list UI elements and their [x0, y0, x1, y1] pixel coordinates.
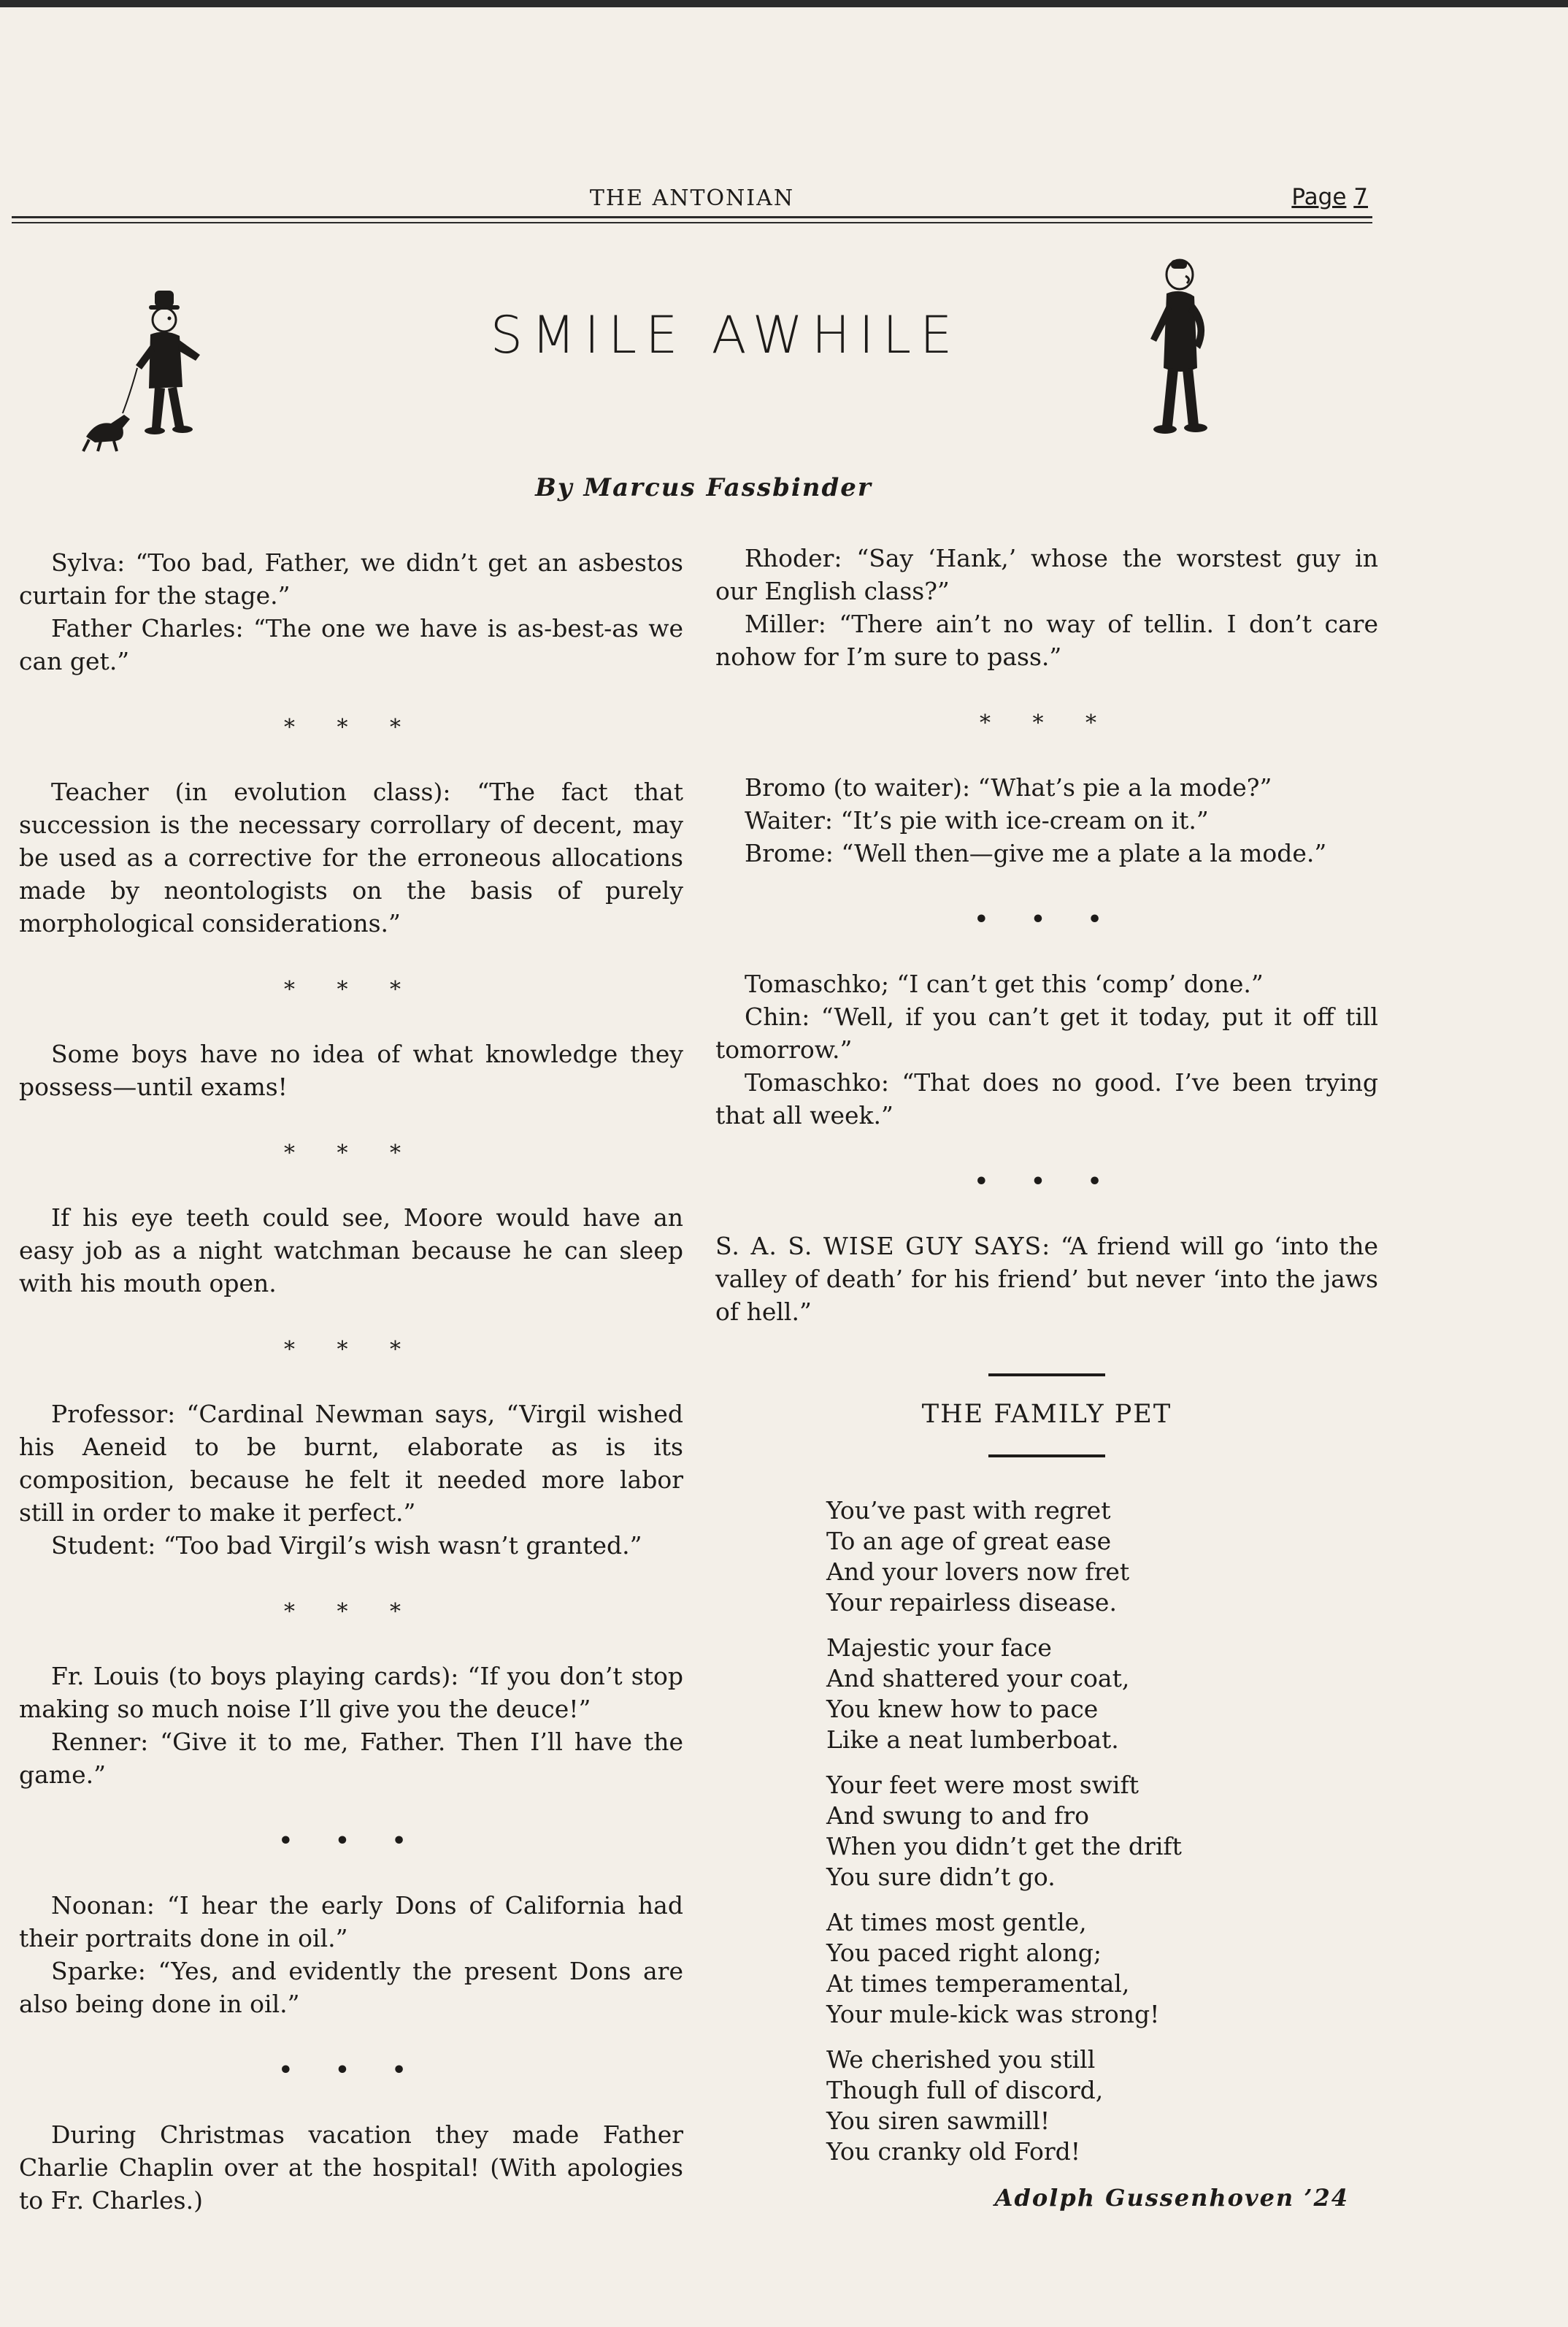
laughing-man-icon — [1130, 258, 1225, 441]
poem-stanza — [826, 2044, 1378, 2167]
poem-title: THE FAMILY PET — [921, 1400, 1172, 1429]
header-rule — [12, 216, 1372, 218]
page-prefix: Page — [1291, 184, 1347, 210]
poem-line: Like a neat lumberboat. — [826, 1725, 1119, 1754]
poem-stanza — [826, 1633, 1378, 1755]
poem-author: Adolph Gussenhoven ’24 — [994, 2184, 1349, 2212]
left-column — [19, 546, 683, 2217]
joke-line: Some boys have no idea of what knowledge they possess—until exams! — [19, 1040, 683, 1101]
separator-asterisks: * * * — [979, 710, 1115, 736]
page-top-edge — [0, 0, 1568, 7]
poem-stanza — [826, 1770, 1378, 1893]
poem-line: We cherished you still — [826, 2045, 1096, 2074]
joke-item — [19, 1038, 683, 1103]
poem-stanza — [826, 1907, 1378, 2030]
separator-dots: • • • — [278, 2058, 424, 2083]
separator-dots: • • • — [974, 907, 1120, 932]
poem-line: You cranky old Ford! — [826, 2137, 1080, 2166]
joke-item — [715, 1230, 1378, 1328]
joke-line: Student: “Too bad Virgil’s wish wasn’t granted.” — [51, 1531, 642, 1560]
wise-guy-quote: “A friend will go ‘into the valley of death’ for his friend’ but never ‘into the jaws of hell.” — [715, 1232, 1378, 1326]
poem-line: When you didn’t get the drift — [826, 1832, 1182, 1860]
separator-asterisks: * * * — [283, 1141, 419, 1166]
article-title: SMILE AWHILE — [490, 305, 961, 365]
separator-dots: • • • — [974, 1169, 1120, 1195]
joke-line: Professor: “Cardinal Newman says, “Virgil wished his Aeneid to be burnt, elaborate as is its composition, because he felt it needed more labor still in order to make it perfect.” — [19, 1400, 683, 1527]
joke-line: During Christmas vacation they made Father Charlie Chaplin over at the hospital! (With apologies to Fr. Charles.) — [19, 2120, 683, 2215]
joke-line: Sparke: “Yes, and evidently the present Dons are also being done in oil.” — [19, 1957, 683, 2018]
joke-line: Rhoder: “Say ‘Hank,’ whose the worstest guy in our English class?” — [715, 544, 1378, 605]
joke-item — [19, 1201, 683, 1300]
poem-line: You sure didn’t go. — [826, 1863, 1056, 1891]
poem-line: You siren sawmill! — [826, 2106, 1050, 2135]
poem-line: To an age of great ease — [826, 1527, 1112, 1555]
joke-line: Sylva: “Too bad, Father, we didn’t get an asbestos curtain for the stage.” — [19, 548, 683, 610]
separator-asterisks: * * * — [283, 715, 419, 740]
poem-line: And shattered your coat, — [826, 1664, 1130, 1692]
poem-line: And your lovers now fret — [826, 1557, 1130, 1586]
joke-line: Tomaschko; “I can’t get this ‘comp’ done.” — [745, 970, 1264, 998]
joke-line: Fr. Louis (to boys playing cards): “If you don’t stop making so much noise I’ll give you the deuce!” — [19, 1662, 683, 1723]
joke-line: Waiter: “It’s pie with ice-cream on it.” — [745, 806, 1209, 835]
right-column — [715, 542, 1378, 2215]
joke-line: Teacher (in evolution class): “The fact that succession is the necessary corrollary of decent, may be used as a corrective for the erroneous allocations made by neontologists on the basis of purely morphological considerations.” — [19, 778, 683, 938]
page-number: 7 — [1353, 184, 1368, 210]
wise-guy-label: S. A. S. WISE GUY SAYS: — [715, 1232, 1051, 1260]
joke-line: Father Charles: “The one we have is as-best-as we can get.” — [19, 614, 683, 675]
poem-line: You knew how to pace — [826, 1695, 1099, 1723]
joke-item — [19, 1660, 683, 1791]
joke-item — [19, 1889, 683, 2020]
poem-line: Your repairless disease. — [826, 1588, 1117, 1617]
separator-asterisks: * * * — [283, 977, 419, 1003]
joke-item — [19, 1398, 683, 1562]
joke-item — [715, 967, 1378, 1132]
joke-line: Renner: “Give it to me, Father. Then I’ll have the game.” — [19, 1728, 683, 1789]
poem-line: You’ve past with regret — [826, 1496, 1111, 1525]
poem-line: And swung to and fro — [826, 1801, 1090, 1830]
joke-line: Brome: “Well then—give me a plate a la mode.” — [745, 839, 1327, 867]
joke-line: Tomaschko: “That does no good. I’ve been trying that all week.” — [715, 1068, 1378, 1130]
joke-line — [715, 1230, 1378, 1328]
poem-rule-bottom — [988, 1454, 1105, 1457]
joke-item — [715, 771, 1378, 870]
separator-asterisks: * * * — [283, 1599, 419, 1625]
poem-line: You paced right along; — [826, 1939, 1102, 1967]
joke-line: Miller: “There ain’t no way of tellin. I don’t care nohow for I’m sure to pass.” — [715, 610, 1378, 671]
poem-line: Your mule-kick was strong! — [826, 2000, 1160, 2028]
joke-line: Noonan: “I hear the early Dons of California had their portraits done in oil.” — [19, 1891, 683, 1952]
joke-item — [19, 775, 683, 940]
poem-line: Your feet were most swift — [826, 1771, 1139, 1799]
joke-line: Chin: “Well, if you can’t get it today, put it off till tomorrow.” — [715, 1003, 1378, 1064]
separator-asterisks: * * * — [283, 1337, 419, 1362]
joke-item — [715, 542, 1378, 673]
running-head — [12, 183, 1372, 212]
poem-line: Majestic your face — [826, 1633, 1052, 1662]
separator-dots: • • • — [278, 1828, 424, 1854]
joke-item — [19, 2118, 683, 2217]
page-number-label — [1291, 184, 1368, 210]
joke-item — [19, 546, 683, 678]
joke-line: If his eye teeth could see, Moore would have an easy job as a night watchman because he can sleep with his mouth open. — [19, 1203, 683, 1297]
header-rule-thin — [12, 222, 1372, 223]
poem-body — [826, 1495, 1378, 2167]
publication-title: THE ANTONIAN — [589, 185, 795, 211]
poem-line: At times most gentle, — [826, 1908, 1087, 1936]
joke-line: Bromo (to waiter): “What’s pie a la mode?” — [745, 773, 1272, 802]
poem-line: At times temperamental, — [826, 1969, 1130, 1998]
poem-line: Though full of discord, — [826, 2076, 1104, 2104]
poem-rule-top — [988, 1373, 1105, 1376]
byline: By Marcus Fassbinder — [535, 473, 872, 502]
poem-stanza — [826, 1495, 1378, 1618]
